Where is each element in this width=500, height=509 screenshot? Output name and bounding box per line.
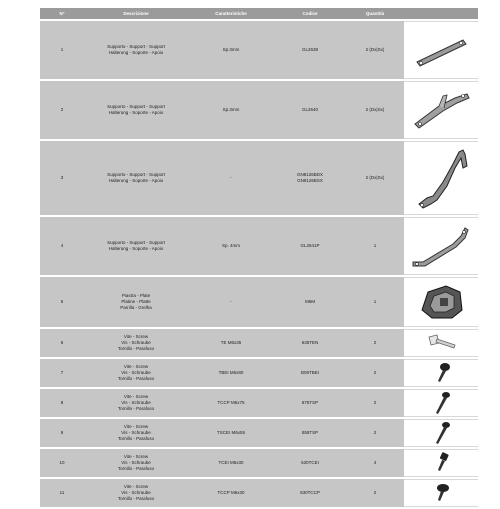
desc-line: Vis - Schraube [121, 429, 151, 435]
part-image [404, 277, 478, 327]
flat-bracket-icon [411, 30, 471, 70]
part-image [404, 359, 478, 387]
row-code [274, 449, 346, 477]
row-number: 2 [40, 81, 84, 139]
row-characteristics: TCCP M5x75 [188, 389, 274, 417]
parts-table [40, 6, 478, 509]
part-image [404, 81, 478, 139]
desc-line: Vite - Screw [123, 333, 149, 339]
desc-line: Vite - Screw [123, 363, 149, 369]
row-code [274, 359, 346, 387]
row-code [274, 329, 346, 357]
desc-line: Vis - Schraube [121, 399, 151, 405]
row-description [84, 81, 188, 139]
row-characteristics: - [188, 141, 274, 215]
table-row [40, 449, 478, 477]
table-row [40, 81, 478, 139]
code-line: 830TCCP [300, 489, 320, 495]
row-quantity: 2 [346, 419, 404, 447]
row-number: 3 [40, 141, 84, 215]
desc-line: Vis - Schraube [121, 369, 151, 375]
row-quantity: 4 [346, 449, 404, 477]
header-description: Descrizione [84, 8, 188, 19]
row-code [274, 277, 346, 327]
monolock-plate-icon [414, 280, 468, 324]
table-row [40, 389, 478, 417]
row-code [274, 141, 346, 215]
row-code [274, 21, 346, 79]
desc-line: Supporto - Support - Support [107, 43, 165, 49]
row-characteristics: - [188, 277, 274, 327]
row-description [84, 359, 188, 387]
row-quantity: 2 [346, 389, 404, 417]
code-line: GL2638 [301, 46, 318, 52]
row-characteristics: TCCP M6x30 [188, 479, 274, 507]
code-line: GL2640 [301, 106, 318, 112]
row-description [84, 21, 188, 79]
row-description [84, 217, 188, 275]
table-row [40, 479, 478, 507]
row-characteristics: TCEI M6x30 [188, 449, 274, 477]
desc-line: Vite - Screw [123, 393, 149, 399]
code-line: 855TSP [301, 429, 319, 435]
row-characteristics: TE M6x35 [188, 329, 274, 357]
row-description [84, 277, 188, 327]
row-quantity: 2 (Dx|Sx) [346, 81, 404, 139]
row-number: 4 [40, 217, 84, 275]
row-number: 6 [40, 329, 84, 357]
button-screw-icon [426, 361, 456, 385]
desc-line: Supporto - Support - Support [107, 239, 165, 245]
desc-line: Platine - Platte [121, 298, 151, 304]
table-row [40, 21, 478, 79]
row-quantity: 2 [346, 359, 404, 387]
header-code: Codice [274, 8, 346, 19]
row-description [84, 479, 188, 507]
desc-line: Halterung - Soporte - Apoio [108, 110, 164, 115]
row-description [84, 389, 188, 417]
row-characteristics: TBEI M6x80 [188, 359, 274, 387]
row-code [274, 217, 346, 275]
row-characteristics: TSCEI M6x55 [188, 419, 274, 447]
header-image [404, 8, 478, 19]
row-number: 5 [40, 277, 84, 327]
code-line: 875TSP [301, 399, 319, 405]
header-characteristics: Caratteristiche [188, 8, 274, 19]
row-quantity: 2 (Dx|Sx) [346, 21, 404, 79]
desc-line: Tornillo - Parafuso [117, 406, 155, 412]
row-number: 8 [40, 389, 84, 417]
desc-line: Vis - Schraube [121, 489, 151, 495]
long-screw-icon [426, 421, 456, 445]
row-code [274, 479, 346, 507]
header-number: N° [40, 8, 84, 19]
row-number: 11 [40, 479, 84, 507]
long-screw-icon [426, 391, 456, 415]
row-number: 7 [40, 359, 84, 387]
table-row [40, 277, 478, 327]
row-quantity: 2 [346, 329, 404, 357]
header-quantity: Quantità [346, 8, 404, 19]
row-description [84, 449, 188, 477]
desc-line: Tornillo - Parafuso [117, 436, 155, 442]
row-characteristics: Sp.3mm [188, 81, 274, 139]
row-quantity: 1 [346, 277, 404, 327]
desc-line: Supporto - Support - Support [107, 103, 165, 109]
desc-line: Piastra - Plate [121, 292, 151, 298]
row-description [84, 141, 188, 215]
row-description [84, 329, 188, 357]
table-row [40, 419, 478, 447]
row-description [84, 419, 188, 447]
part-image [404, 329, 478, 357]
row-code [274, 389, 346, 417]
desc-line: Vis - Schraube [121, 339, 151, 345]
row-characteristics: Sp.3mm [188, 21, 274, 79]
code-line: B08TBEI [300, 369, 319, 375]
desc-line: Parrilla - Grelha [120, 305, 152, 311]
tube-frame-icon [409, 144, 473, 212]
row-code [274, 419, 346, 447]
desc-line: Halterung - Soporte - Apoio [108, 178, 164, 183]
pan-screw-icon [426, 481, 456, 505]
desc-line: Tornillo - Parafuso [117, 496, 155, 502]
row-quantity: 2 (Dx|Sx) [346, 141, 404, 215]
code-line: GN8126BDX [296, 171, 323, 177]
code-line: 630TCEI [301, 459, 319, 465]
desc-line: Vite - Screw [123, 453, 149, 459]
part-image [404, 141, 478, 215]
parts-list-sheet [40, 6, 478, 502]
part-image [404, 479, 478, 507]
desc-line: Halterung - Soporte - Apoio [108, 246, 164, 251]
part-image [404, 419, 478, 447]
desc-line: Vite - Screw [123, 483, 149, 489]
desc-line: Vite - Screw [123, 423, 149, 429]
row-number: 10 [40, 449, 84, 477]
desc-line: Supporto - Support - Support [107, 171, 165, 177]
code-line: GN8126BSX [297, 178, 323, 183]
part-image [404, 389, 478, 417]
part-image [404, 21, 478, 79]
long-bracket-icon [409, 222, 473, 270]
table-row [40, 329, 478, 357]
row-code [274, 81, 346, 139]
row-number: 1 [40, 21, 84, 79]
code-line: 635TEN [301, 339, 319, 345]
part-image [404, 449, 478, 477]
hex-bolt-icon [421, 331, 461, 355]
table-row [40, 141, 478, 215]
desc-line: Tornillo - Parafuso [117, 346, 155, 352]
row-number: 9 [40, 419, 84, 447]
code-line: GL2641P [300, 242, 320, 248]
socket-screw-icon [426, 451, 456, 475]
row-characteristics: Sp. 4mm [188, 217, 274, 275]
table-row [40, 359, 478, 387]
angled-bracket-icon [409, 88, 473, 132]
row-quantity: 2 [346, 479, 404, 507]
row-quantity: 1 [346, 217, 404, 275]
table-row [40, 217, 478, 275]
part-image [404, 217, 478, 275]
table-header-row [40, 8, 478, 19]
desc-line: Tornillo - Parafuso [117, 466, 155, 472]
desc-line: Tornillo - Parafuso [117, 376, 155, 382]
desc-line: Vis - Schraube [121, 459, 151, 465]
code-line: M5M [305, 298, 315, 304]
desc-line: Halterung - Soporte - Apoio [108, 50, 164, 55]
